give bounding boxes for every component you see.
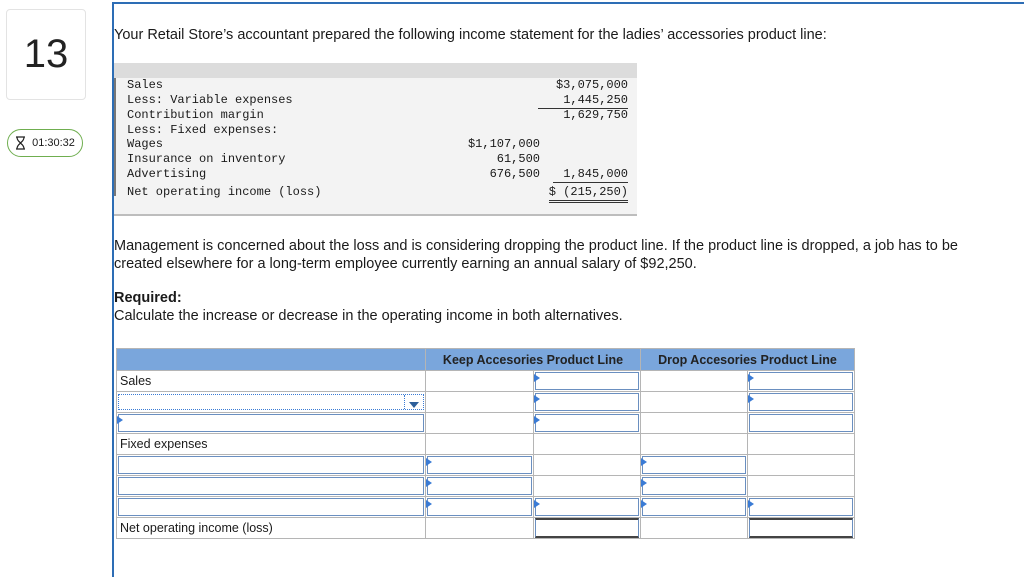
statement-label: Advertising: [127, 167, 207, 181]
input-marker-icon: [534, 416, 540, 424]
header-keep: Keep Accesories Product Line: [426, 349, 641, 371]
statement-row: [114, 167, 637, 182]
input-marker-icon: [117, 416, 123, 424]
drop-fixed-total-input[interactable]: [748, 497, 855, 518]
keep-fixed2-input[interactable]: [426, 476, 534, 497]
required-title: Required:: [114, 290, 182, 306]
statement-value: $ (215,250): [549, 185, 628, 203]
management-line: created elsewhere for a long-term employee currently earning an annual salary of $92,250.: [114, 256, 697, 272]
input-marker-icon: [534, 374, 540, 382]
keep-fixed3-input[interactable]: [426, 497, 534, 518]
table-cell: [426, 518, 534, 539]
table-row: [117, 413, 855, 434]
table-cell: [426, 371, 534, 392]
header-blank: [117, 349, 426, 371]
header-drop: Drop Accesories Product Line: [641, 349, 855, 371]
table-cell: [534, 434, 641, 455]
table-cell: [534, 455, 641, 476]
input-marker-icon: [641, 458, 647, 466]
statement-label: Less: Fixed expenses:: [127, 123, 279, 137]
statement-value: 61,500: [496, 152, 540, 166]
chevron-down-icon: [409, 402, 419, 408]
row-label-input[interactable]: [117, 497, 426, 518]
table-cell: [748, 455, 855, 476]
input-marker-icon: [748, 374, 754, 382]
keep-net-input[interactable]: [534, 518, 641, 539]
input-marker-icon: [534, 395, 540, 403]
income-statement: [114, 63, 637, 216]
statement-row: [114, 185, 637, 200]
statement-row: [114, 137, 637, 152]
keep-row3-input[interactable]: [534, 413, 641, 434]
keep-sales-input[interactable]: [534, 371, 641, 392]
drop-net-input[interactable]: [748, 518, 855, 539]
keep-fixed1-input[interactable]: [426, 455, 534, 476]
row-label-dropdown[interactable]: [117, 392, 426, 413]
input-marker-icon: [748, 395, 754, 403]
statement-value: $1,107,000: [467, 137, 540, 151]
statement-label: Less: Variable expenses: [127, 93, 293, 107]
table-cell: [641, 413, 748, 434]
table-row: [117, 392, 855, 413]
statement-value: 1,629,750: [563, 108, 628, 122]
table-cell: [641, 392, 748, 413]
timer-badge: [7, 129, 83, 157]
drop-row3-input[interactable]: [748, 413, 855, 434]
table-row: [117, 455, 855, 476]
statement-row: [114, 108, 637, 123]
keep-fixed-total-input[interactable]: [534, 497, 641, 518]
table-cell: [426, 392, 534, 413]
drop-fixed1-input[interactable]: [641, 455, 748, 476]
drop-sales-input[interactable]: [748, 371, 855, 392]
table-row: [117, 497, 855, 518]
keep-row2-input[interactable]: [534, 392, 641, 413]
statement-value: 1,845,000: [553, 167, 628, 183]
management-line: Management is concerned about the loss and is considering dropping the product line. If the product line is dropped, a job has to be: [114, 238, 958, 254]
statement-label: Wages: [127, 137, 164, 151]
row-label-input[interactable]: [117, 455, 426, 476]
statement-row: [114, 123, 637, 138]
statement-label: Sales: [127, 78, 164, 92]
drop-row2-input[interactable]: [748, 392, 855, 413]
table-header-row: [117, 349, 855, 371]
table-cell: [748, 434, 855, 455]
table-cell: [426, 413, 534, 434]
statement-value: $3,075,000: [555, 78, 628, 92]
statement-row: [114, 93, 637, 108]
table-cell: [641, 518, 748, 539]
statement-label: Insurance on inventory: [127, 152, 286, 166]
input-marker-icon: [534, 500, 540, 508]
drop-fixed3-input[interactable]: [641, 497, 748, 518]
table-cell: [426, 434, 534, 455]
management-text: [114, 237, 958, 273]
table-cell: [641, 434, 748, 455]
input-marker-icon: [748, 500, 754, 508]
statement-value: 1,445,250: [538, 93, 628, 109]
timer-text: 01:30:32: [32, 137, 75, 149]
input-marker-icon: [641, 479, 647, 487]
statement-value: 676,500: [489, 167, 540, 181]
table-cell: [748, 476, 855, 497]
row-label-fixed: Fixed expenses: [117, 434, 426, 455]
row-label-input[interactable]: [117, 413, 426, 434]
table-row: [117, 434, 855, 455]
table-row: [117, 518, 855, 539]
answer-table: [116, 348, 855, 539]
input-marker-icon: [426, 458, 432, 466]
intro-text: Your Retail Store’s accountant prepared the following income statement for the ladies’ accessories product line:: [114, 27, 827, 43]
table-cell: [641, 371, 748, 392]
input-marker-icon: [426, 479, 432, 487]
hourglass-icon: [15, 136, 26, 150]
required-section: [114, 289, 623, 325]
row-label-input[interactable]: [117, 476, 426, 497]
question-number: 13: [6, 9, 86, 100]
required-text: Calculate the increase or decrease in the operating income in both alternatives.: [114, 308, 623, 324]
statement-label: Contribution margin: [127, 108, 264, 122]
statement-row: [114, 152, 637, 167]
row-label-net: Net operating income (loss): [117, 518, 426, 539]
drop-fixed2-input[interactable]: [641, 476, 748, 497]
input-marker-icon: [426, 500, 432, 508]
statement-row: [114, 78, 637, 93]
row-label-sales: Sales: [117, 371, 426, 392]
input-marker-icon: [641, 500, 647, 508]
table-row: [117, 476, 855, 497]
table-row: [117, 371, 855, 392]
table-cell: [534, 476, 641, 497]
statement-label: Net operating income (loss): [127, 185, 322, 199]
